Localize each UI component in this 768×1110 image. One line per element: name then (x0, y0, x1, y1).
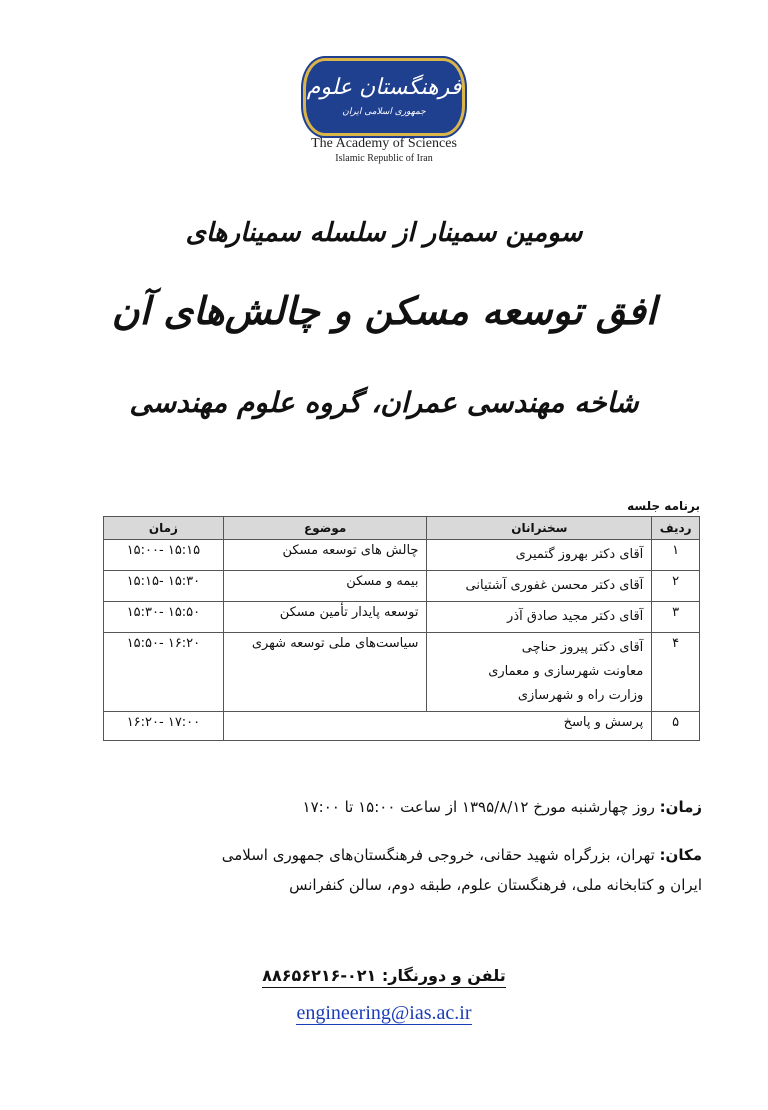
row-no: ۴ (652, 633, 700, 712)
seminar-time (303, 792, 702, 822)
time-label: زمان: (659, 798, 702, 816)
seminar-series-title: سومین سمینار از سلسله سمینارهای (185, 218, 583, 248)
row-time: ۱۵:۳۰- ۱۵:۵۰ (104, 602, 224, 633)
row-time: ۱۵:۵۰- ۱۶:۲۰ (104, 633, 224, 712)
program-label: برنامه جلسه (627, 499, 700, 513)
row-speaker: آقای دکتر بهروز گتمیری (427, 540, 652, 571)
place-value-line-1: تهران، بزرگراه شهید حقانی، خروجی فرهنگستان‌های جمهوری اسلامی (221, 846, 655, 864)
seminar-main-title: افق توسعه مسکن و چالش‌های آن (111, 288, 657, 333)
academy-logo (0, 58, 768, 140)
table-row (104, 712, 700, 741)
place-label: مکان: (659, 846, 702, 864)
logo-sub-text: جمهوری اسلامی ایران (342, 107, 426, 117)
row-speaker (427, 633, 652, 712)
academy-country-en: Islamic Republic of Iran (335, 153, 433, 164)
header-time: زمان (104, 517, 224, 540)
contact-email (0, 1002, 768, 1025)
row-topic: بیمه و مسکن (223, 571, 427, 602)
row-no: ۳ (652, 602, 700, 633)
table-row (104, 633, 700, 712)
row-topic: توسعه پایدار تأمین مسکن (223, 602, 427, 633)
speaker-ministry: وزارت راه و شهرسازی (517, 688, 644, 703)
contact-phone (0, 966, 768, 985)
header-no: ردیف (652, 517, 700, 540)
row-topic: سیاست‌های ملی توسعه شهری (223, 633, 427, 712)
row-speaker: آقای دکتر مجید صادق آذر (427, 602, 652, 633)
row-time: ۱۶:۲۰- ۱۷:۰۰ (104, 712, 224, 741)
header-speakers: سخنرانان (427, 517, 652, 540)
row-speaker: آقای دکتر محسن غفوری آشتیانی (427, 571, 652, 602)
speaker-name: آقای دکتر پیروز حناچی (521, 640, 644, 655)
row-time: ۱۵:۰۰- ۱۵:۱۵ (104, 540, 224, 571)
phone-number: ۰۲۱-۸۸۶۵۶۲۱۶ (262, 966, 377, 985)
table-row (104, 540, 700, 571)
table-header-row (104, 517, 700, 540)
place-value-line-2: ایران و کتابخانه ملی، فرهنگستان علوم، طبقه دوم، سالن کنفرانس (289, 876, 702, 894)
seminar-branch-title: شاخه مهندسی عمران، گروه علوم مهندسی (129, 386, 639, 419)
row-qa: پرسش و پاسخ (223, 712, 651, 741)
schedule-table (103, 516, 700, 741)
academy-name-en: The Academy of Sciences (311, 136, 457, 151)
table-row (104, 602, 700, 633)
table-row (104, 571, 700, 602)
logo-badge (303, 58, 465, 136)
seminar-place (62, 840, 702, 900)
phone-label: تلفن و دورنگار: (381, 966, 506, 985)
row-time: ۱۵:۱۵- ۱۵:۳۰ (104, 571, 224, 602)
row-no: ۱ (652, 540, 700, 571)
logo-main-text: فرهنگستان علوم (306, 75, 462, 100)
header-topic: موضوع (223, 517, 427, 540)
row-no: ۲ (652, 571, 700, 602)
row-topic: چالش های توسعه مسکن (223, 540, 427, 571)
speaker-affiliation: معاونت شهرسازی و معماری (488, 664, 644, 679)
email-link[interactable]: engineering@ias.ac.ir (296, 1002, 472, 1024)
row-no: ۵ (652, 712, 700, 741)
time-value: روز چهارشنبه مورخ ۱۳۹۵/۸/۱۲ از ساعت ۱۵:۰۰ تا ۱۷:۰۰ (302, 798, 655, 816)
